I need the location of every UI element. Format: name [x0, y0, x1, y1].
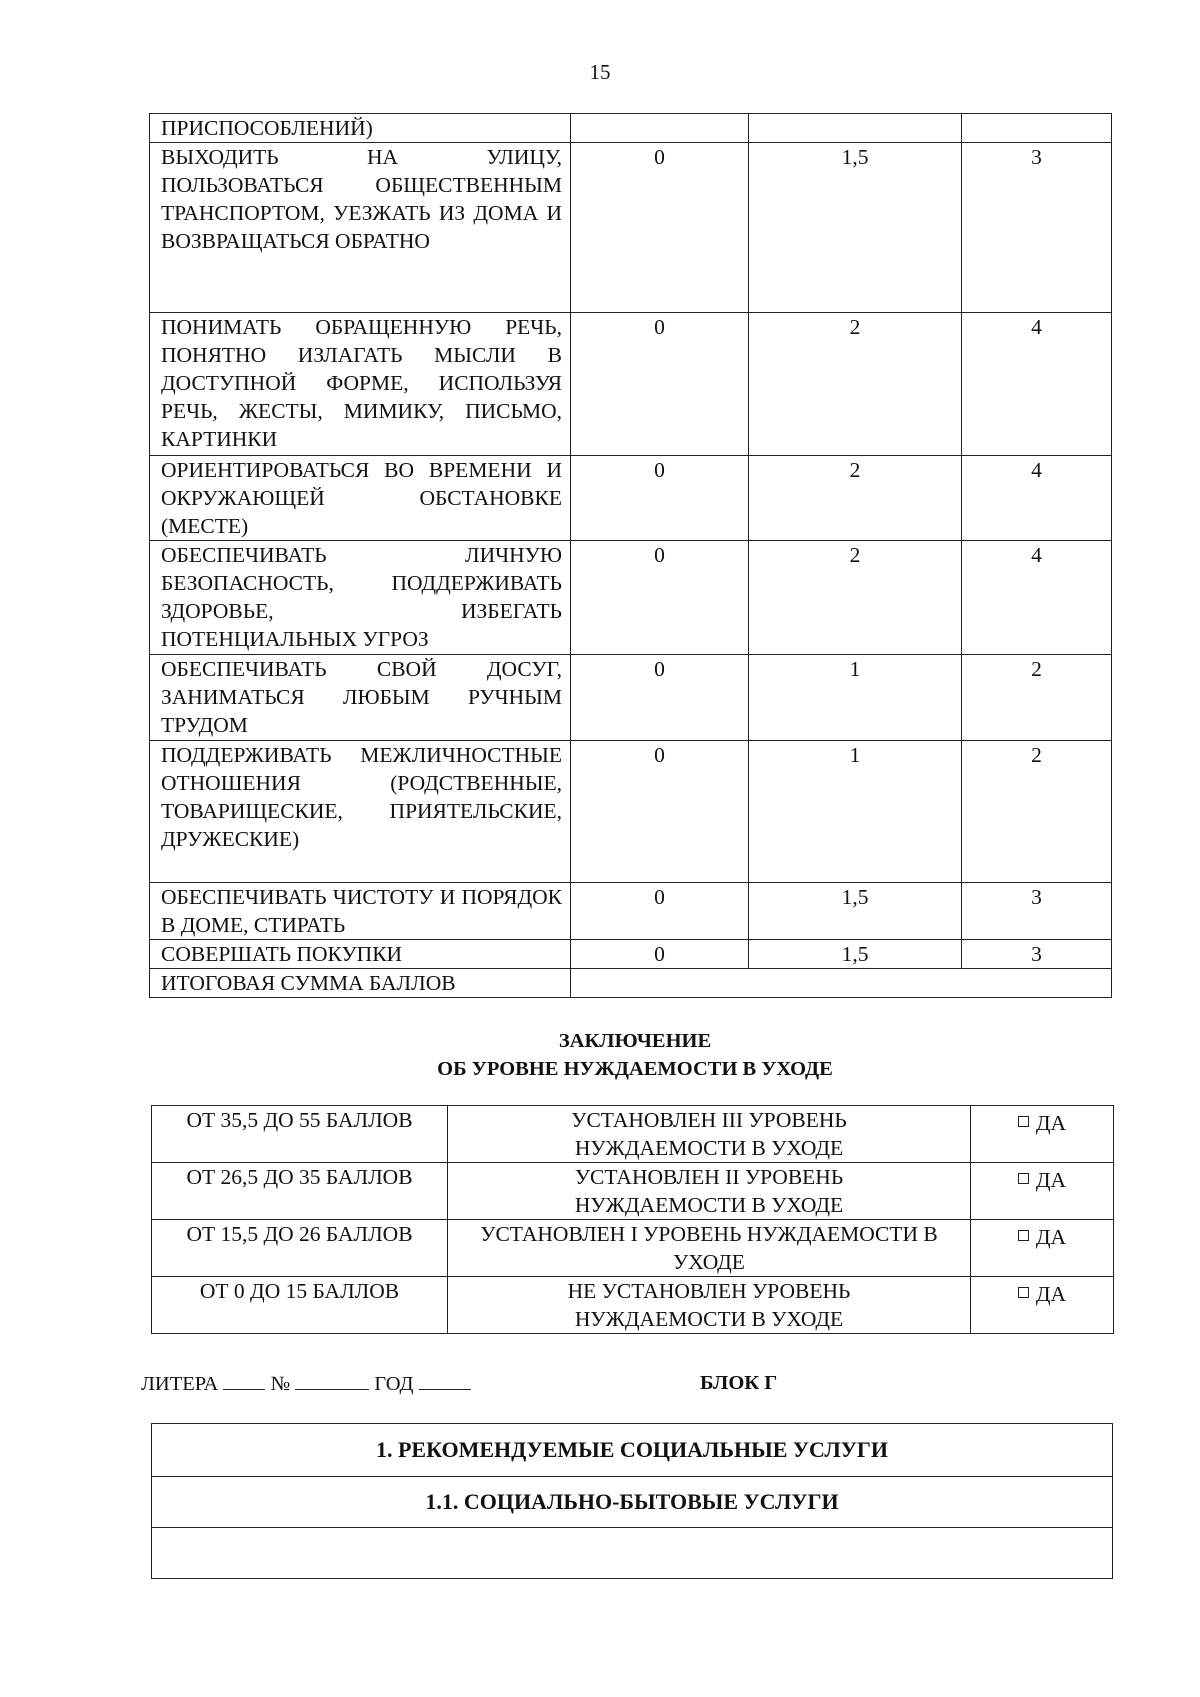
score-cell-0: 0 [571, 940, 749, 969]
score-cell-1: 1,5 [749, 940, 962, 969]
score-cell-2: 2 [962, 655, 1112, 741]
score-cell-1: 1 [749, 655, 962, 741]
score-row [150, 456, 1112, 541]
score-row [150, 114, 1112, 143]
yes-checkbox[interactable] [971, 1106, 1114, 1163]
score-cell-1: 2 [749, 541, 962, 655]
score-cell-1: 2 [749, 313, 962, 456]
activity-cell: ОБЕСПЕЧИВАТЬ ЛИЧНУЮ БЕЗОПАСНОСТЬ, ПОДДЕРЖИВАТЬ ЗДОРОВЬЕ, ИЗБЕГАТЬ ПОТЕНЦИАЛЬНЫХ УГРОЗ [150, 541, 571, 655]
litera-label: ЛИТЕРА [141, 1373, 219, 1395]
score-cell-2: 4 [962, 456, 1112, 541]
block-label: БЛОК Г [700, 1372, 778, 1394]
conclusion-row [152, 1220, 1114, 1277]
score-cell-2: 4 [962, 313, 1112, 456]
need-level: УСТАНОВЛЕН III УРОВЕНЬ НУЖДАЕМОСТИ В УХОДЕ [448, 1106, 971, 1163]
score-row [150, 741, 1112, 883]
conclusion-table [151, 1105, 1114, 1334]
litera-line [141, 1372, 471, 1396]
activity-cell: ПОДДЕРЖИВАТЬ МЕЖЛИЧНОСТНЫЕ ОТНОШЕНИЯ (РОДСТВЕННЫЕ, ТОВАРИЩЕСКИЕ, ПРИЯТЕЛЬСКИЕ, ДРУЖЕСКИЕ) [150, 741, 571, 883]
activity-cell: ОБЕСПЕЧИВАТЬ СВОЙ ДОСУГ, ЗАНИМАТЬСЯ ЛЮБЫМ РУЧНЫМ ТРУДОМ [150, 655, 571, 741]
page-number: 15 [589, 60, 611, 84]
score-row [150, 883, 1112, 940]
number-label: № [270, 1373, 291, 1395]
need-level: НЕ УСТАНОВЛЕН УРОВЕНЬ НУЖДАЕМОСТИ В УХОДЕ [448, 1277, 971, 1334]
score-range: ОТ 15,5 ДО 26 БАЛЛОВ [152, 1220, 448, 1277]
services-table [151, 1423, 1113, 1579]
score-cell-0: 0 [571, 741, 749, 883]
conclusion-subtitle: ОБ УРОВНЕ НУЖДАЕМОСТИ В УХОДЕ [437, 1058, 833, 1080]
number-field[interactable] [295, 1372, 369, 1390]
need-level: УСТАНОВЛЕН I УРОВЕНЬ НУЖДАЕМОСТИ В УХОДЕ [448, 1220, 971, 1277]
score-cell-0: 0 [571, 883, 749, 940]
conclusion-row [152, 1163, 1114, 1220]
score-cell-1: 2 [749, 456, 962, 541]
score-cell-2: 4 [962, 541, 1112, 655]
score-cell-1: 1,5 [749, 883, 962, 940]
score-range: ОТ 26,5 ДО 35 БАЛЛОВ [152, 1163, 448, 1220]
activity-cell: ПОНИМАТЬ ОБРАЩЕННУЮ РЕЧЬ, ПОНЯТНО ИЗЛАГАТЬ МЫСЛИ В ДОСТУПНОЙ ФОРМЕ, ИСПОЛЬЗУЯ РЕЧЬ, ЖЕСТЫ, МИМИКУ, ПИСЬМО, КАРТИНКИ [150, 313, 571, 456]
checkbox-label: ДА [1035, 1282, 1067, 1306]
checkbox-icon[interactable] [1018, 1173, 1029, 1184]
score-cell-2: 3 [962, 143, 1112, 313]
score-range: ОТ 0 ДО 15 БАЛЛОВ [152, 1277, 448, 1334]
total-row [150, 969, 1112, 998]
activity-cell: ПРИСПОСОБЛЕНИЙ) [150, 114, 571, 143]
litera-field[interactable] [223, 1372, 265, 1390]
score-cell-0: 0 [571, 655, 749, 741]
score-table [149, 113, 1112, 998]
activity-cell: ОРИЕНТИРОВАТЬСЯ ВО ВРЕМЕНИ И ОКРУЖАЮЩЕЙ ОБСТАНОВКЕ (МЕСТЕ) [150, 456, 571, 541]
checkbox-icon[interactable] [1018, 1116, 1029, 1127]
score-cell-1: 1 [749, 741, 962, 883]
services-body-row [152, 1528, 1113, 1579]
score-row [150, 143, 1112, 313]
activity-cell: ОБЕСПЕЧИВАТЬ ЧИСТОТУ И ПОРЯДОК В ДОМЕ, СТИРАТЬ [150, 883, 571, 940]
activity-cell: ВЫХОДИТЬ НА УЛИЦУ, ПОЛЬЗОВАТЬСЯ ОБЩЕСТВЕННЫМ ТРАНСПОРТОМ, УЕЗЖАТЬ ИЗ ДОМА И ВОЗВРАЩАТЬСЯ ОБРАТНО [150, 143, 571, 313]
checkbox-label: ДА [1035, 1225, 1067, 1249]
year-field[interactable] [419, 1372, 471, 1390]
services-heading: 1. РЕКОМЕНДУЕМЫЕ СОЦИАЛЬНЫЕ УСЛУГИ [152, 1424, 1113, 1477]
services-heading-row [152, 1424, 1113, 1477]
checkbox-label: ДА [1035, 1168, 1067, 1192]
score-row [150, 940, 1112, 969]
services-subheading-row [152, 1477, 1113, 1528]
score-row [150, 541, 1112, 655]
activity-cell: СОВЕРШАТЬ ПОКУПКИ [150, 940, 571, 969]
score-cell-2: 3 [962, 883, 1112, 940]
score-cell-1 [749, 114, 962, 143]
year-label: ГОД [374, 1373, 414, 1395]
checkbox-icon[interactable] [1018, 1287, 1029, 1298]
score-cell-0: 0 [571, 143, 749, 313]
conclusion-title: ЗАКЛЮЧЕНИЕ [558, 1030, 712, 1052]
yes-checkbox[interactable] [971, 1163, 1114, 1220]
yes-checkbox[interactable] [971, 1277, 1114, 1334]
score-row [150, 313, 1112, 456]
score-cell-2 [962, 114, 1112, 143]
need-level: УСТАНОВЛЕН II УРОВЕНЬ НУЖДАЕМОСТИ В УХОДЕ [448, 1163, 971, 1220]
score-cell-0: 0 [571, 541, 749, 655]
score-row [150, 655, 1112, 741]
services-subheading: 1.1. СОЦИАЛЬНО-БЫТОВЫЕ УСЛУГИ [152, 1477, 1113, 1528]
total-value[interactable] [571, 969, 1112, 998]
total-label: ИТОГОВАЯ СУММА БАЛЛОВ [150, 969, 571, 998]
checkbox-label: ДА [1035, 1111, 1067, 1135]
checkbox-icon[interactable] [1018, 1230, 1029, 1241]
conclusion-row [152, 1277, 1114, 1334]
score-cell-2: 2 [962, 741, 1112, 883]
score-range: ОТ 35,5 ДО 55 БАЛЛОВ [152, 1106, 448, 1163]
conclusion-row [152, 1106, 1114, 1163]
score-cell-2: 3 [962, 940, 1112, 969]
services-body[interactable] [152, 1528, 1113, 1579]
score-cell-0 [571, 114, 749, 143]
score-cell-0: 0 [571, 313, 749, 456]
yes-checkbox[interactable] [971, 1220, 1114, 1277]
score-cell-1: 1,5 [749, 143, 962, 313]
score-cell-0: 0 [571, 456, 749, 541]
